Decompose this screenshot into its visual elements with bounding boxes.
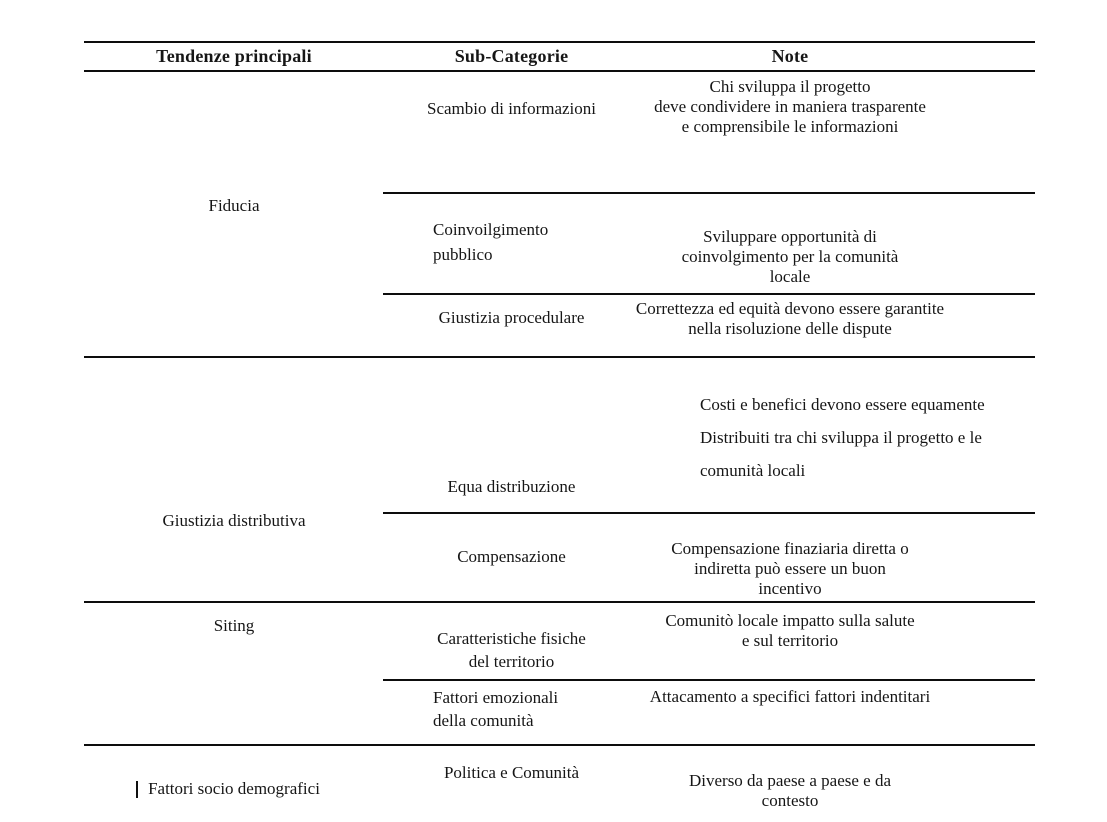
category-cell-siting: Siting [213,616,255,635]
subcategory-cell: Coinvoilgimento pubblico [433,220,549,264]
section-rule-distributiva-end [84,601,1035,603]
section-rule-siting-end [84,744,1035,746]
subcategory-cell: Fattori emozionali della comunità [433,688,559,730]
table-top-rule [84,41,1035,43]
note-cell: Compensazione finaziaria diretta o indiretta può essere un buon incentivo [671,539,909,598]
category-cell-giustizia-distributiva: Giustizia distributiva [162,511,306,530]
category-cell-fiducia: Fiducia [208,196,260,215]
column-header-tendenze: Tendenze principali [156,46,312,66]
text-caret [136,781,138,798]
column-header-note: Note [771,46,809,66]
note-cell: Chi sviluppa il progetto deve condividere in maniera trasparente e comprensibile le informazioni [654,77,926,136]
note-cell: Costi e benefici devono essere equamente Distribuiti tra chi sviluppa il progetto e le comunità locali [700,395,985,480]
subcategory-cell: Compensazione [457,547,566,566]
note-cell: Comunitò locale impatto sulla salute e sul territorio [665,611,915,650]
subcategory-cell: Giustizia procedulare [438,308,585,327]
subcategory-cell: Caratteristiche fisiche del territorio [437,629,586,671]
subrow-rule-1 [383,192,1035,194]
subcategory-cell: Equa distribuzione [447,477,576,496]
subcategory-cell: Politica e Comunità [443,763,580,782]
subrow-rule-2 [383,293,1035,295]
note-cell: Correttezza ed equità devono essere garantite nella risoluzione delle dispute [635,299,945,338]
section-rule-fiducia-end [84,356,1035,358]
column-header-sub-categorie: Sub-Categorie [454,46,569,66]
subcategory-cell: Scambio di informazioni [426,99,597,118]
note-cell: Attacamento a specifici fattori indentitari [649,687,931,706]
subrow-rule-3 [383,512,1035,514]
category-cell-fattori-socio-demografici: Fattori socio demografici [148,779,320,798]
subrow-rule-4 [383,679,1035,681]
note-cell: Diverso da paese a paese e da contesto [688,771,891,810]
note-cell: Sviluppare opportunità di coinvolgimento per la comunità locale [681,227,899,286]
header-bottom-rule [84,70,1035,72]
